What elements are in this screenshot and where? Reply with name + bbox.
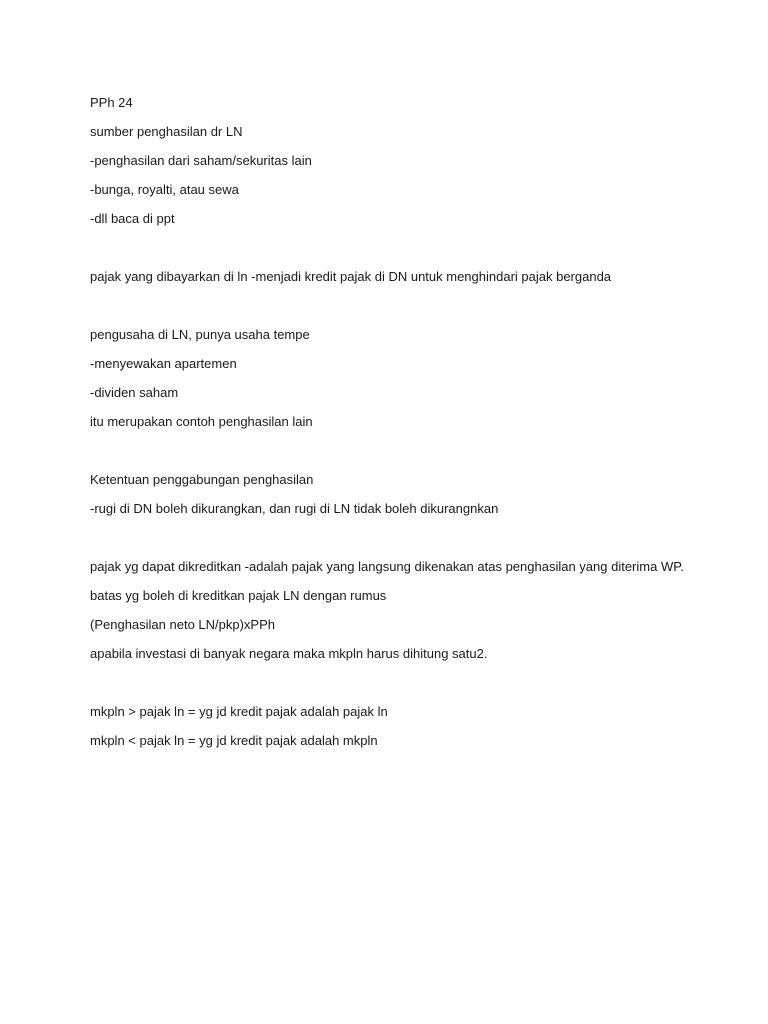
paragraph-gap — [90, 440, 730, 469]
paragraph-mkpln-rules — [90, 701, 730, 751]
paragraph-gap — [90, 527, 730, 556]
text-line: pengusaha di LN, punya usaha tempe — [90, 327, 310, 342]
text-line: mkpln < pajak ln = yg jd kredit pajak adalah mkpln — [90, 733, 378, 748]
text-line: batas yg boleh di kreditkan pajak LN dengan rumus — [90, 588, 387, 603]
paragraph-gap — [90, 237, 730, 266]
text-line: apabila investasi di banyak negara maka mkpln harus dihitung satu2. — [90, 646, 488, 661]
text-line: PPh 24 — [90, 95, 133, 110]
text-line: mkpln > pajak ln = yg jd kredit pajak adalah pajak ln — [90, 704, 388, 719]
paragraph-gap — [90, 672, 730, 701]
text-line: pajak yg dapat dikreditkan -adalah pajak yang langsung dikenakan atas penghasilan yang diterima WP. — [90, 559, 684, 574]
paragraph-tax-credit — [90, 266, 730, 287]
paragraph-income-merging — [90, 469, 730, 519]
text-line: pajak yang dibayarkan di ln -menjadi kredit pajak di DN untuk menghindari pajak berganda — [90, 269, 612, 284]
paragraph-example-income — [90, 324, 730, 432]
text-line: sumber penghasilan dr LN — [90, 124, 243, 139]
text-line: itu merupakan contoh penghasilan lain — [90, 414, 313, 429]
paragraph-gap — [90, 295, 730, 324]
text-line: Ketentuan penggabungan penghasilan — [90, 472, 314, 487]
text-line: -bunga, royalti, atau sewa — [90, 182, 239, 197]
text-line: -penghasilan dari saham/sekuritas lain — [90, 153, 312, 168]
paragraph-creditable-tax — [90, 556, 730, 664]
text-line: (Penghasilan neto LN/pkp)xPPh — [90, 617, 276, 632]
text-line: -rugi di DN boleh dikurangkan, dan rugi di LN tidak boleh dikurangnkan — [90, 501, 499, 516]
document-body — [90, 92, 730, 759]
text-line: -dll baca di ppt — [90, 211, 175, 226]
text-line: -dividen saham — [90, 385, 179, 400]
paragraph-pph24-sources — [90, 92, 730, 229]
text-line: -menyewakan apartemen — [90, 356, 237, 371]
